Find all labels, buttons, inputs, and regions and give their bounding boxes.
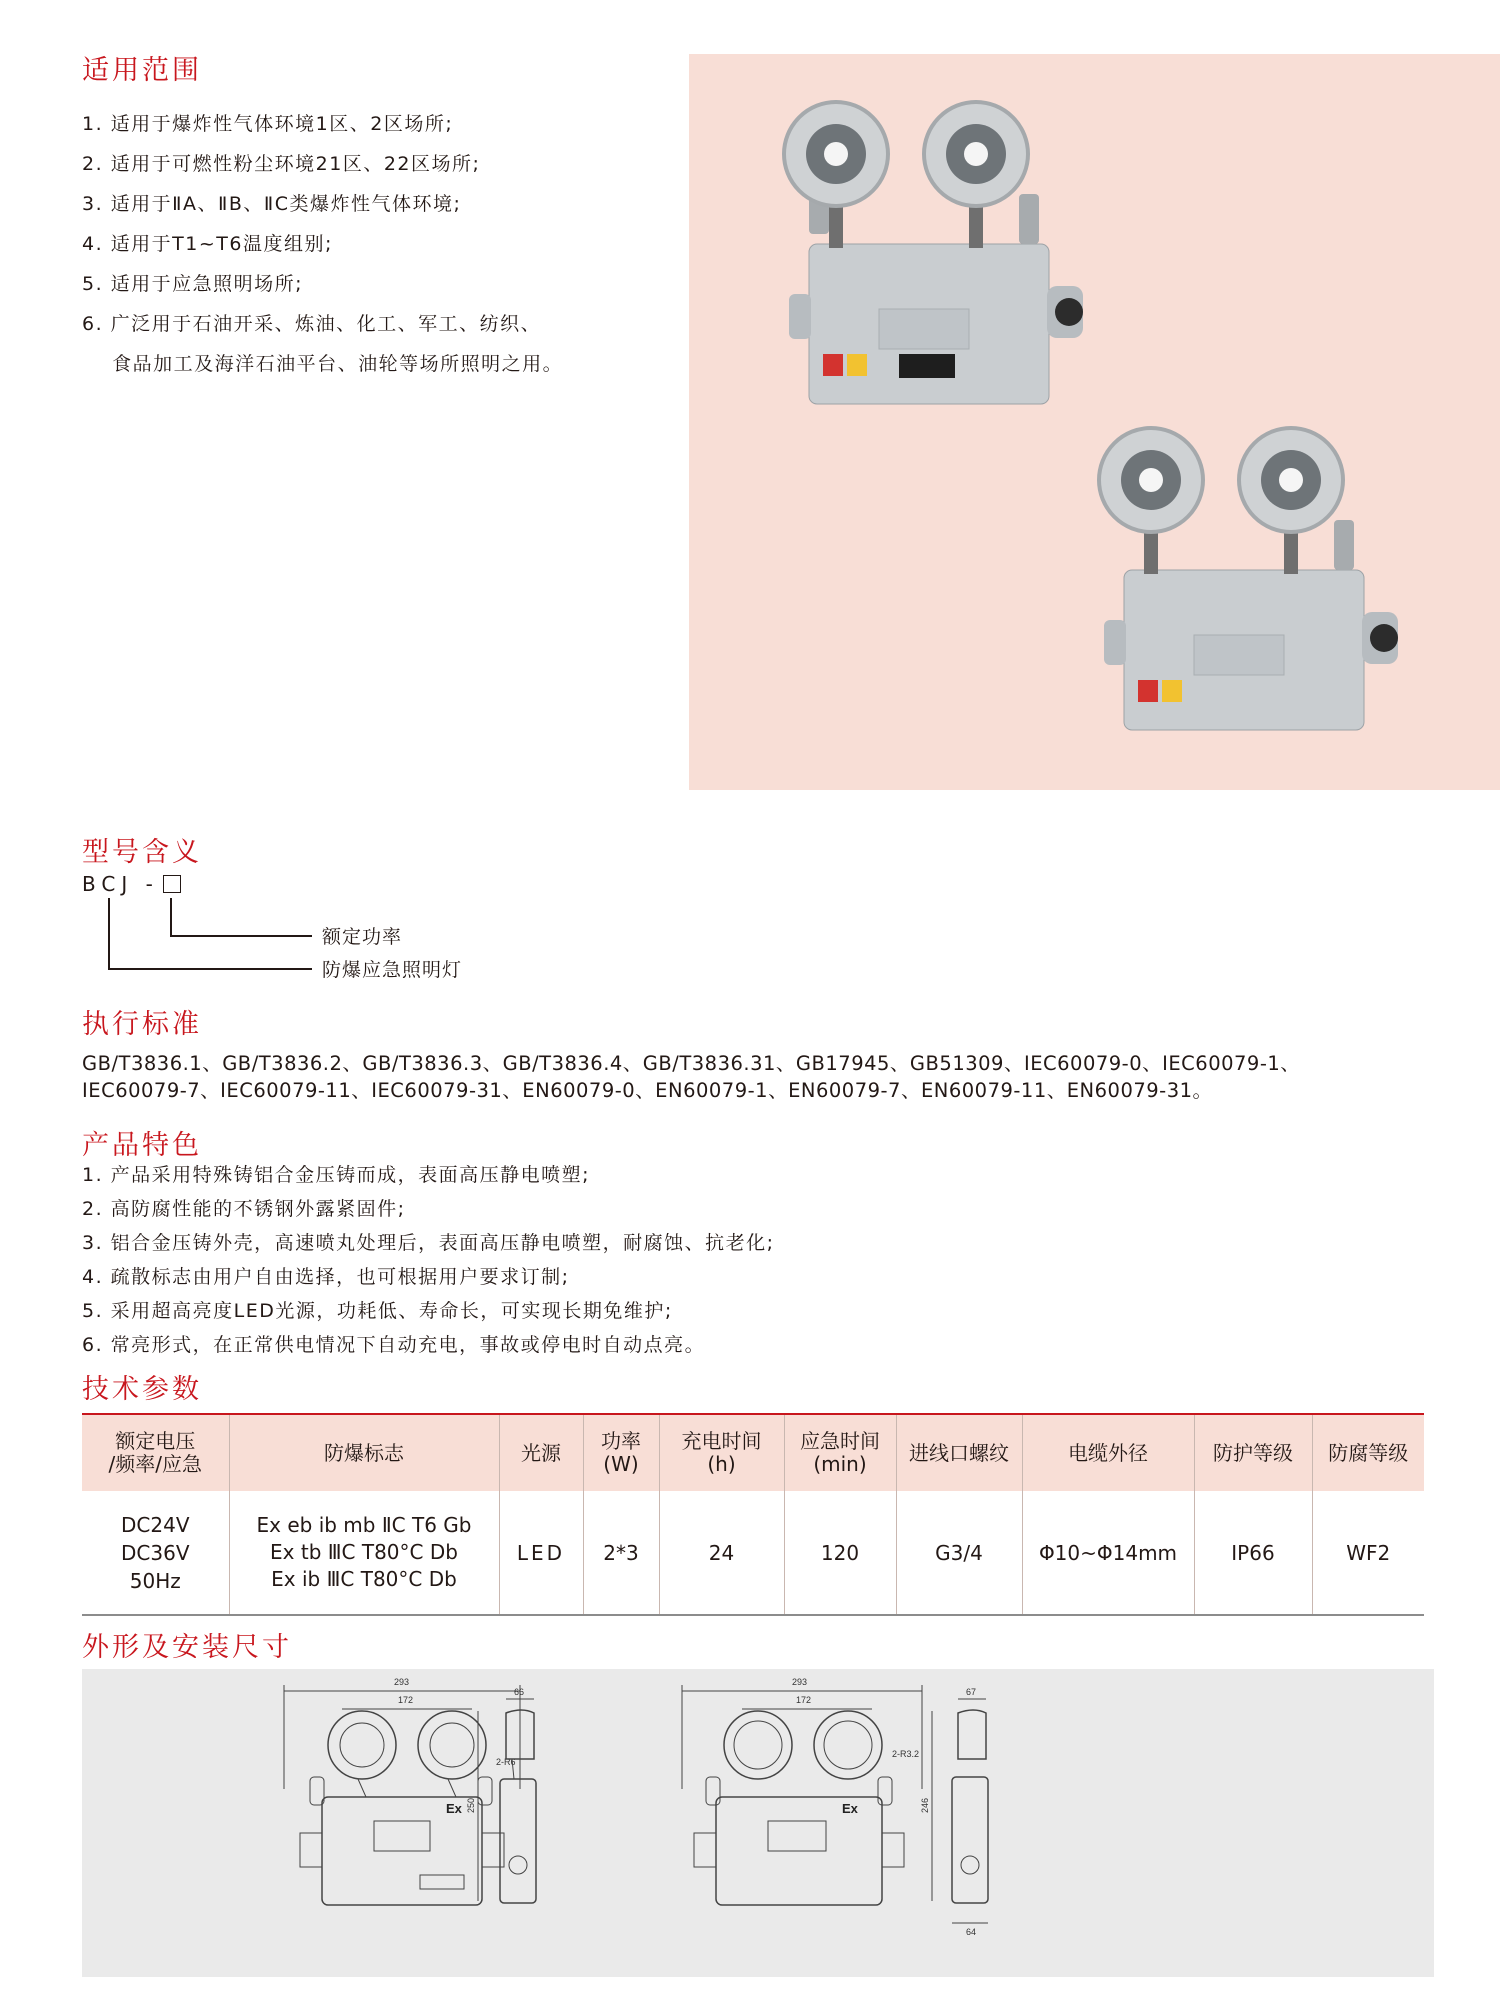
scope-item: 食品加工及海洋石油平台、油轮等场所照明之用。 bbox=[82, 353, 564, 375]
dim-height-a: 250 bbox=[466, 1797, 476, 1813]
spec-cell-light-source: LED bbox=[499, 1491, 583, 1615]
spec-header-cable: 电缆外径 bbox=[1022, 1414, 1194, 1491]
feature-item: 4. 疏散标志由用户自由选择，也可根据用户要求订制; bbox=[82, 1266, 570, 1288]
section-title-features: 产品特色 bbox=[82, 1130, 202, 1161]
scope-item: 2. 适用于可燃性粉尘环境21区、22区场所; bbox=[82, 153, 481, 175]
product-photo-lamp-2 bbox=[1084, 420, 1414, 750]
spec-cell-ex-mark: Ex eb ib mb ⅡC T6 Gb Ex tb ⅢC T80°C Db Ex ib ⅢC T80°C Db bbox=[229, 1491, 499, 1615]
scope-item: 1. 适用于爆炸性气体环境1区、2区场所; bbox=[82, 113, 454, 135]
feature-item: 2. 高防腐性能的不锈钢外露紧固件; bbox=[82, 1198, 406, 1220]
model-line bbox=[108, 898, 110, 969]
scope-item: 4. 适用于T1~T6温度组别; bbox=[82, 233, 333, 255]
spec-cell-emergency-time: 120 bbox=[784, 1491, 896, 1615]
spec-table bbox=[82, 1413, 1424, 1616]
dim-depth-b: 67 bbox=[966, 1687, 977, 1697]
spec-header-power: 功率 (W) bbox=[583, 1414, 659, 1491]
spec-cell-wf: WF2 bbox=[1312, 1491, 1424, 1615]
spec-header-light-source: 光源 bbox=[499, 1414, 583, 1491]
spec-header-row bbox=[82, 1414, 1424, 1491]
features-list bbox=[82, 1158, 775, 1362]
section-title-standard: 执行标准 bbox=[82, 1009, 202, 1040]
front-view-a bbox=[284, 1685, 520, 1905]
feature-item: 6. 常亮形式，在正常供电情况下自动充电，事故或停电时自动点亮。 bbox=[82, 1334, 706, 1356]
product-photo-lamp-1 bbox=[769, 94, 1099, 424]
spec-header-thread: 进线口螺纹 bbox=[896, 1414, 1022, 1491]
scope-item: 3. 适用于ⅡA、ⅡB、ⅡC类爆炸性气体环境; bbox=[82, 193, 462, 215]
section-title-model: 型号含义 bbox=[82, 837, 202, 868]
dim-depth-c: 64 bbox=[966, 1927, 977, 1937]
spec-cell-thread: G3/4 bbox=[896, 1491, 1022, 1615]
dim-w-heads-b: 172 bbox=[796, 1695, 812, 1705]
spec-header-wf: 防腐等级 bbox=[1312, 1414, 1424, 1491]
spec-cell-voltage: DC24V DC36V 50Hz bbox=[121, 1512, 190, 1593]
standards-line: IEC60079-7、IEC60079-11、IEC60079-31、EN60079-0、EN60079-1、EN60079-7、EN60079-11、EN60079-31。 bbox=[82, 1079, 1213, 1102]
model-line bbox=[170, 898, 172, 936]
spec-header-charge-time: 充电时间 (h) bbox=[659, 1414, 784, 1491]
section-title-tech: 技术参数 bbox=[82, 1374, 202, 1405]
product-photo-panel bbox=[689, 54, 1500, 790]
section-title-scope: 适用范围 bbox=[82, 55, 202, 86]
dim-depth-a: 66 bbox=[514, 1687, 525, 1697]
spec-cell-ip: IP66 bbox=[1194, 1491, 1312, 1615]
model-power-box bbox=[163, 875, 181, 893]
standards-line: GB/T3836.1、GB/T3836.2、GB/T3836.3、GB/T3836.4、GB/T3836.31、GB17945、GB51309、IEC60079-0、IEC60079-1、 bbox=[82, 1052, 1301, 1075]
section-title-dims: 外形及安装尺寸 bbox=[82, 1632, 292, 1663]
dim-radius-a: 2-R6 bbox=[496, 1757, 516, 1767]
feature-item: 3. 铝合金压铸外壳，高速喷丸处理后，表面高压静电喷塑，耐腐蚀、抗老化; bbox=[82, 1232, 775, 1254]
dim-w-total-b: 293 bbox=[792, 1677, 808, 1687]
spec-header-ip: 防护等级 bbox=[1194, 1414, 1312, 1491]
spec-cell-power: 2*3 bbox=[583, 1491, 659, 1615]
side-view-b bbox=[932, 1699, 988, 1923]
front-view-b bbox=[682, 1685, 922, 1905]
dim-w-total-a: 293 bbox=[394, 1677, 410, 1687]
spec-cell-charge-time: 24 bbox=[659, 1491, 784, 1615]
model-label-power: 额定功率 bbox=[322, 926, 403, 948]
scope-list bbox=[82, 104, 563, 384]
model-label-name: 防爆应急照明灯 bbox=[322, 959, 463, 981]
spec-header-emergency-time: 应急时间 (min) bbox=[784, 1414, 896, 1491]
spec-header-voltage: 额定电压 /频率/应急 bbox=[82, 1414, 229, 1491]
ex-mark-b: Ex bbox=[842, 1801, 858, 1816]
dim-w-heads-a: 172 bbox=[398, 1695, 414, 1705]
spec-data-row bbox=[82, 1491, 1424, 1615]
spec-header-ex-mark: 防爆标志 bbox=[229, 1414, 499, 1491]
scope-item: 5. 适用于应急照明场所; bbox=[82, 273, 304, 295]
side-view-a bbox=[478, 1699, 536, 1903]
feature-item: 1. 产品采用特殊铸铝合金压铸而成，表面高压静电喷塑; bbox=[82, 1164, 591, 1186]
dim-height-b: 246 bbox=[920, 1797, 930, 1813]
model-line bbox=[108, 968, 312, 970]
scope-item: 6. 广泛用于石油开采、炼油、化工、军工、纺织、 bbox=[82, 313, 542, 335]
dimension-drawing bbox=[82, 1669, 1434, 1977]
dimension-drawing-panel bbox=[82, 1669, 1434, 1977]
model-code-text: BCJ - bbox=[82, 872, 159, 896]
spec-cell-cable: Φ10~Φ14mm bbox=[1022, 1491, 1194, 1615]
dim-radius-b: 2-R3.2 bbox=[892, 1749, 920, 1759]
standards-text bbox=[82, 1050, 1300, 1104]
model-code bbox=[82, 872, 181, 896]
model-line bbox=[170, 935, 312, 937]
ex-mark-a: Ex bbox=[446, 1801, 462, 1816]
feature-item: 5. 采用超高亮度LED光源，功耗低、寿命长，可实现长期免维护; bbox=[82, 1300, 673, 1322]
